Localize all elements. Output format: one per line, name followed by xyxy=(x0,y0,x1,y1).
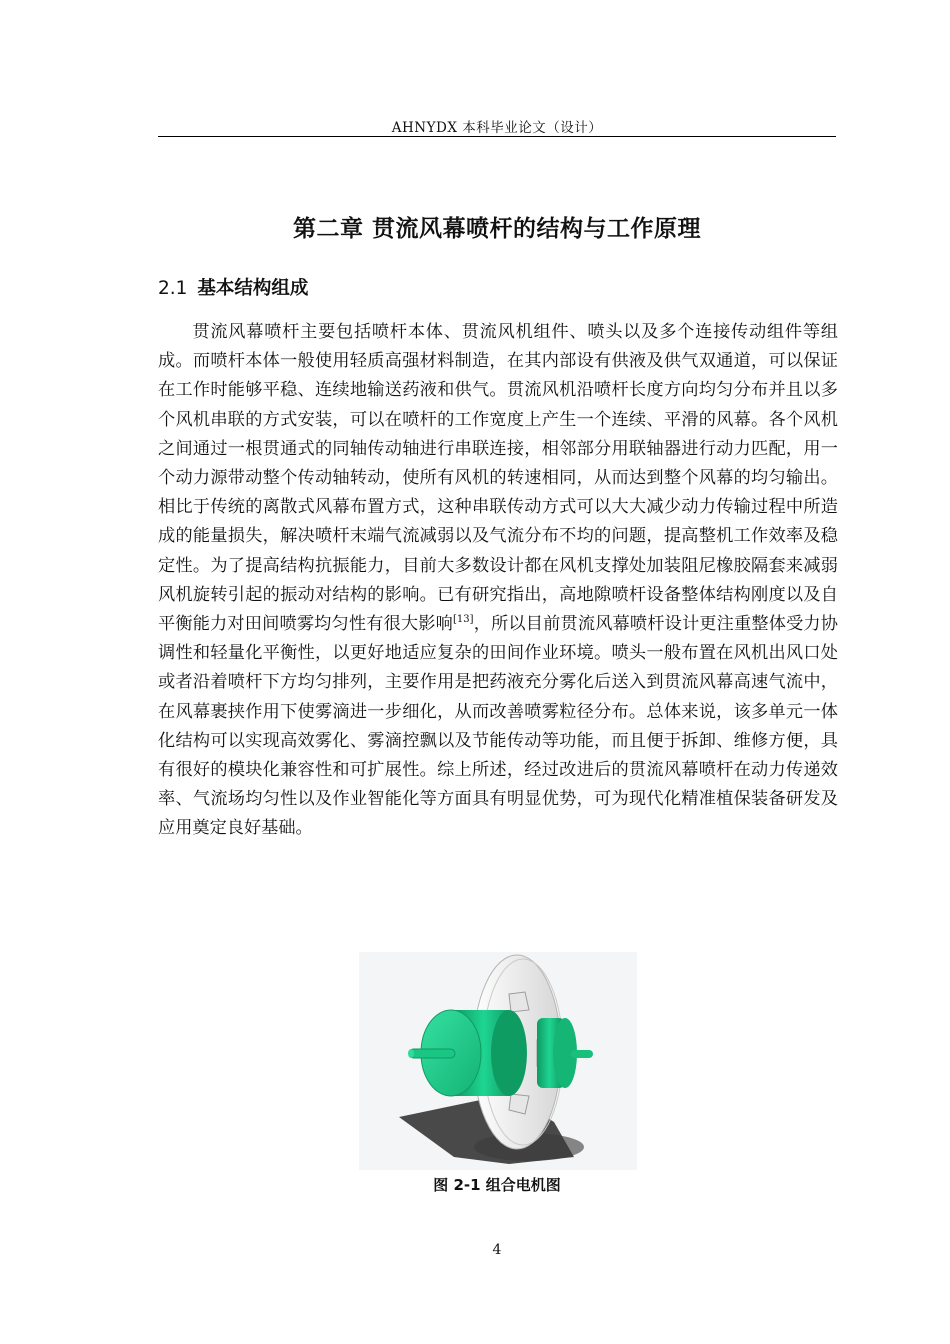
paragraph-text-part-1: 贯流风幕喷杆主要包括喷杆本体、贯流风机组件、喷头以及多个连接传动组件等组成。而喷杆本体一般使用轻质高强材料制造，在其内部设有供液及供气双通道，可以保证在工作时能够平稳、连续地输送药液和供气。贯流风机沿喷杆长度方向均匀分布并且以多个风机串联的方式安装，可以在喷杆的工作宽度上产生一个连续、平滑的风幕。各个风机之间通过一根贯通式的同轴传动轴进行串联连接，相邻部分用联轴器进行动力匹配，用一个动力源带动整个传动轴转动，使所有风机的转速相同，从而达到整个风幕的均匀输出。相比于传统的离散式风幕布置方式，这种串联传动方式可以大大减少动力传输过程中所造成的能量损失，解决喷杆末端气流减弱以及气流分布不均的问题，提高整机工作效率及稳定性。为了提高结构抗振能力，目前大多数设计都在风机支撑处加装阻尼橡胶隔套来减弱风机旋转引起的振动对结构的影响。已有研究指出，高地隙喷杆设备整体结构刚度以及自平衡能力对田间喷雾均匀性有很大影响 xyxy=(158,322,838,635)
citation-reference: [13] xyxy=(453,614,474,626)
motor-assembly-illustration xyxy=(359,952,637,1170)
front-shaft-tip xyxy=(408,1049,414,1058)
bracket-tab-bottom xyxy=(509,1094,529,1114)
front-motor-back-edge xyxy=(491,1010,527,1096)
section-title: 基本结构组成 xyxy=(197,278,309,299)
figure-caption: 图 2-1 组合电机图 xyxy=(433,1176,561,1194)
header-rule xyxy=(158,136,836,137)
front-shaft xyxy=(409,1049,455,1058)
body-paragraph xyxy=(158,318,838,844)
rear-shaft xyxy=(571,1050,593,1058)
section-heading xyxy=(158,274,308,300)
section-number: 2.1 xyxy=(158,278,188,299)
motor-assembly-figure xyxy=(359,952,637,1170)
page-number: 4 xyxy=(492,1242,502,1258)
chapter-title: 第二章 贯流风幕喷杆的结构与工作原理 xyxy=(292,216,701,242)
paragraph-text-part-2: ，所以目前贯流风幕喷杆设计更注重整体受力协调性和轻量化平衡性，以更好地适应复杂的田间作业环境。喷头一般布置在风机出风口处或者沿着喷杆下方均匀排列，主要作用是把药液充分雾化后送入到贯流风幕高速气流中，在风幕裹挟作用下使雾滴进一步细化，从而改善喷雾粒径分布。总体来说，该多单元一体化结构可以实现高效雾化、雾滴控飘以及节能传动等功能，而且便于拆卸、维修方便，具有很好的模块化兼容性和可扩展性。综上所述，经过改进后的贯流风幕喷杆在动力传递效率、气流场均匀性以及作业智能化等方面具有明显优势，可为现代化精准植保装备研发及应用奠定良好基础。 xyxy=(158,614,838,839)
bracket-tab-top xyxy=(509,992,529,1012)
running-header: AHNYDX 本科毕业论文（设计） xyxy=(391,120,603,136)
